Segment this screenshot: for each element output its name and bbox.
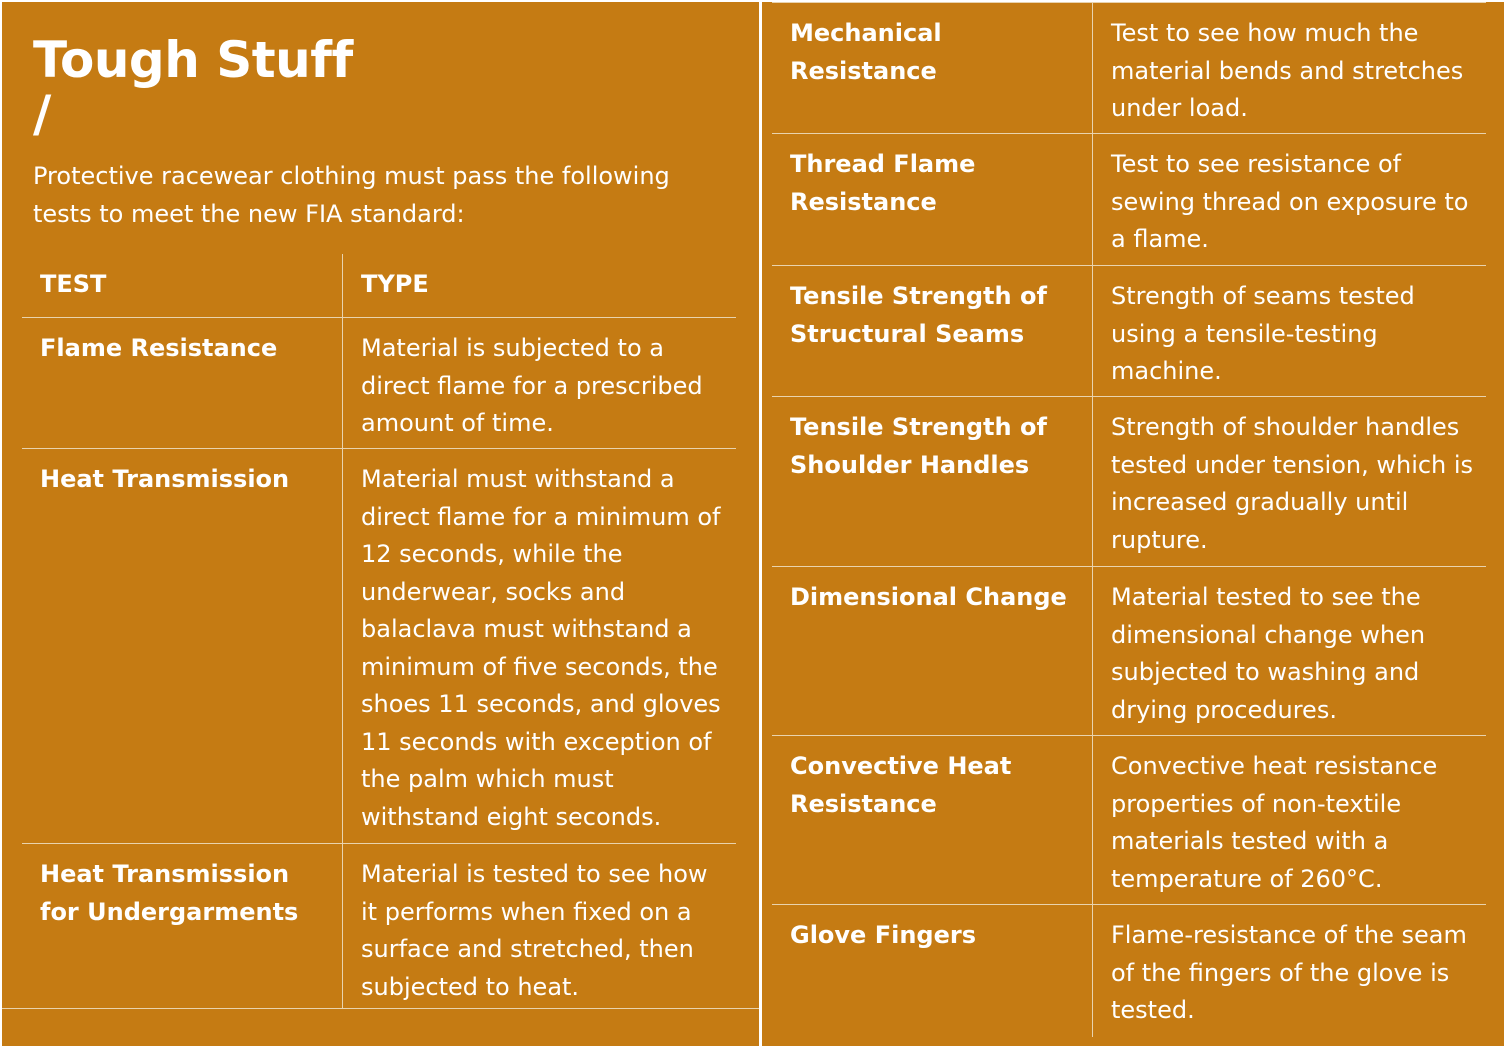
test-name: Heat Transmission — [40, 465, 290, 493]
test-name: Tensile Strength of Shoulder Handles — [790, 413, 1047, 479]
table-row — [772, 266, 1486, 397]
left-panel — [2, 2, 759, 1046]
page-title: Tough Stuff — [33, 31, 353, 89]
test-type: Flame-resistance of the seam of the fingers of the glove is tested. — [1092, 905, 1486, 1037]
test-type: Material must withstand a direct flame for a minimum of 12 seconds, while the underwear, socks and balaclava must withstand a minimum of five seconds, the shoes 11 seconds, and gloves 11 seconds with exception of the palm which must withstand eight seconds. — [342, 449, 736, 843]
table-row — [772, 905, 1486, 1037]
right-panel — [762, 2, 1504, 1046]
header-type: TYPE — [342, 254, 736, 317]
test-type: Material is tested to see how it performs when fixed on a surface and stretched, then subjected to heat. — [342, 844, 736, 1008]
test-name: Convective Heat Resistance — [790, 752, 1012, 818]
test-type: Strength of seams tested using a tensile-testing machine. — [1092, 266, 1486, 396]
test-type: Material is subjected to a direct flame for a prescribed amount of time. — [342, 318, 736, 448]
test-type: Test to see resistance of sewing thread on exposure to a flame. — [1092, 134, 1486, 265]
table-row — [772, 134, 1486, 266]
table-header-row — [22, 254, 736, 318]
table-row — [772, 397, 1486, 567]
table-row — [772, 2, 1486, 134]
footer-rule — [2, 1008, 759, 1009]
tests-table-left — [22, 254, 736, 1008]
table-row — [22, 449, 736, 844]
test-name: Dimensional Change — [790, 583, 1067, 611]
test-type: Material tested to see the dimensional change when subjected to washing and drying procedures. — [1092, 567, 1486, 735]
test-name: Flame Resistance — [40, 334, 278, 362]
test-type: Convective heat resistance properties of non-textile materials tested with a temperature of 260°C. — [1092, 736, 1486, 904]
test-name: Tensile Strength of Structural Seams — [790, 282, 1047, 348]
test-name: Thread Flame Resistance — [790, 150, 976, 216]
table-row — [772, 567, 1486, 736]
test-name: Glove Fingers — [790, 921, 976, 949]
intro-text: Protective racewear clothing must pass the following tests to meet the new FIA standard: — [33, 162, 670, 228]
test-type: Strength of shoulder handles tested under tension, which is increased gradually until rupture. — [1092, 397, 1486, 566]
table-row — [22, 318, 736, 449]
tests-table-right — [772, 2, 1486, 1037]
table-row — [22, 844, 736, 1008]
table-row — [772, 736, 1486, 905]
header-test: TEST — [40, 270, 107, 298]
test-type: Test to see how much the material bends and stretches under load. — [1092, 3, 1486, 133]
title-slash: / — [33, 85, 52, 143]
test-name: Heat Transmission for Undergarments — [40, 860, 299, 926]
test-name: Mechanical Resistance — [790, 19, 942, 85]
